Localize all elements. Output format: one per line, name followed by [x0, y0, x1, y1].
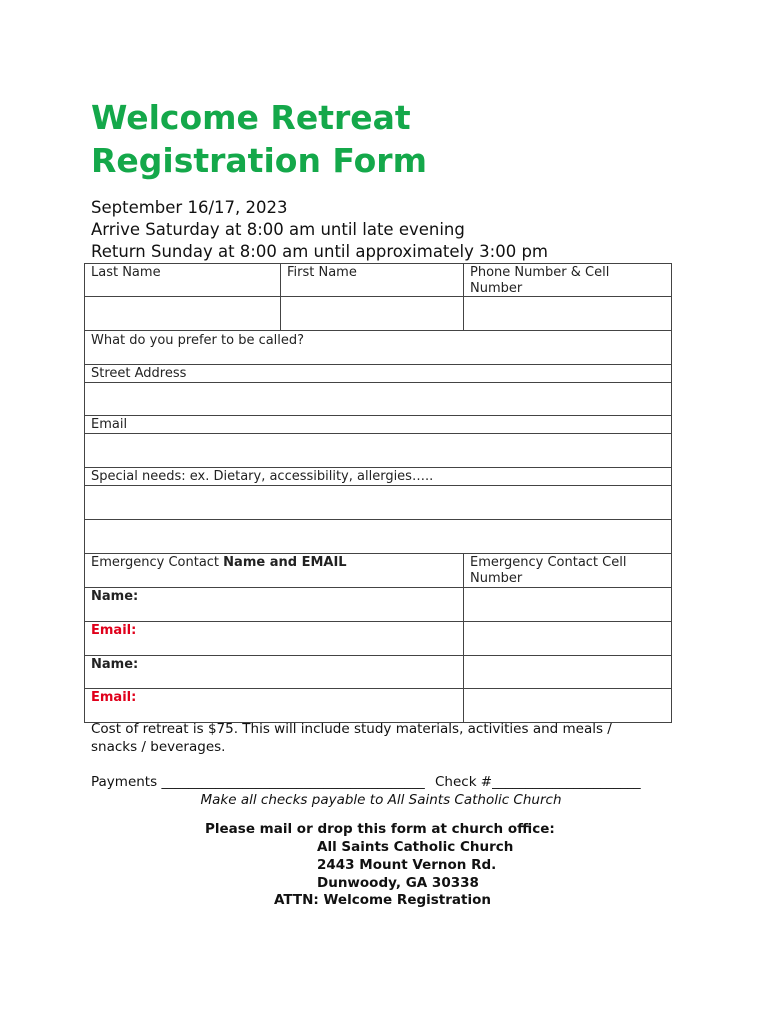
- emergency-contact-label: [85, 554, 463, 587]
- checks-payable-note: Make all checks payable to All Saints Catholic Church: [200, 792, 562, 808]
- check-label: Check #: [434, 774, 493, 790]
- first-name-field[interactable]: [280, 297, 463, 330]
- emergency-cell-label: Emergency Contact Cell Number: [463, 554, 671, 587]
- preferred-name-row[interactable]: [84, 331, 672, 365]
- check-number-blank[interactable]: ______________________: [492, 774, 641, 790]
- emergency-contact-2-name-row: [84, 656, 672, 689]
- street-address-field[interactable]: [84, 383, 672, 416]
- special-needs-label: Special needs: ex. Dietary, accessibility, allergies…..: [91, 469, 434, 484]
- special-needs-label-row: [84, 468, 672, 486]
- church-name: All Saints Catholic Church: [317, 839, 514, 855]
- emergency-contact-1-name-row: [84, 588, 672, 622]
- mail-instruction: Please mail or drop this form at church office:: [205, 821, 555, 837]
- phone-label: Phone Number & Cell Number: [463, 264, 671, 296]
- retreat-date: September 16/17, 2023: [91, 198, 288, 217]
- payments-line: [91, 773, 691, 791]
- emergency-cell-field-2[interactable]: [463, 622, 671, 655]
- cost-note: Cost of retreat is $75. This will include study materials, activities and meals / snacks / beverages.: [91, 721, 612, 755]
- attention-line: ATTN: Welcome Registration: [274, 892, 491, 908]
- emergency-name-field-1[interactable]: Name:: [91, 589, 139, 604]
- church-street: 2443 Mount Vernon Rd.: [317, 857, 497, 873]
- emergency-cell-field-3[interactable]: [463, 656, 671, 688]
- emergency-label-prefix: Emergency Contact: [91, 555, 224, 570]
- name-input-row: [84, 297, 672, 331]
- name-header-row: [84, 263, 672, 297]
- street-address-label: Street Address: [91, 366, 187, 381]
- registration-table: [84, 263, 672, 723]
- emergency-label-bold: Name and EMAIL: [223, 555, 347, 570]
- title-line-2: Registration Form: [91, 141, 427, 180]
- form-title: [91, 96, 691, 182]
- phone-field[interactable]: [463, 297, 671, 330]
- payments-label: Payments: [91, 774, 158, 790]
- first-name-label: First Name: [280, 264, 463, 296]
- email-field[interactable]: [84, 434, 672, 468]
- emergency-cell-field-4[interactable]: [463, 689, 671, 722]
- emergency-contact-1-email-row: [84, 622, 672, 656]
- last-name-label: Last Name: [91, 265, 161, 280]
- emergency-email-field-2[interactable]: Email:: [91, 690, 137, 705]
- retreat-schedule: [91, 197, 731, 263]
- emergency-name-field-2[interactable]: Name:: [91, 657, 139, 672]
- email-label: Email: [91, 417, 128, 432]
- special-needs-field-2[interactable]: [84, 520, 672, 554]
- church-city: Dunwoody, GA 30338: [317, 875, 479, 891]
- arrival-time: Arrive Saturday at 8:00 am until late evening: [91, 220, 465, 239]
- emergency-contact-2-email-row: [84, 689, 672, 723]
- emergency-email-field-1[interactable]: Email:: [91, 623, 137, 638]
- title-line-1: Welcome Retreat: [91, 98, 411, 137]
- emergency-cell-field-1[interactable]: [463, 588, 671, 621]
- last-name-field[interactable]: [85, 297, 280, 330]
- payments-blank[interactable]: _______________________________________: [161, 774, 425, 790]
- return-time: Return Sunday at 8:00 am until approximately 3:00 pm: [91, 242, 548, 261]
- street-label-row: [84, 365, 672, 383]
- special-needs-field-1[interactable]: [84, 486, 672, 520]
- preferred-name-label: What do you prefer to be called?: [91, 333, 305, 348]
- emergency-header-row: [84, 554, 672, 588]
- email-label-row: [84, 416, 672, 434]
